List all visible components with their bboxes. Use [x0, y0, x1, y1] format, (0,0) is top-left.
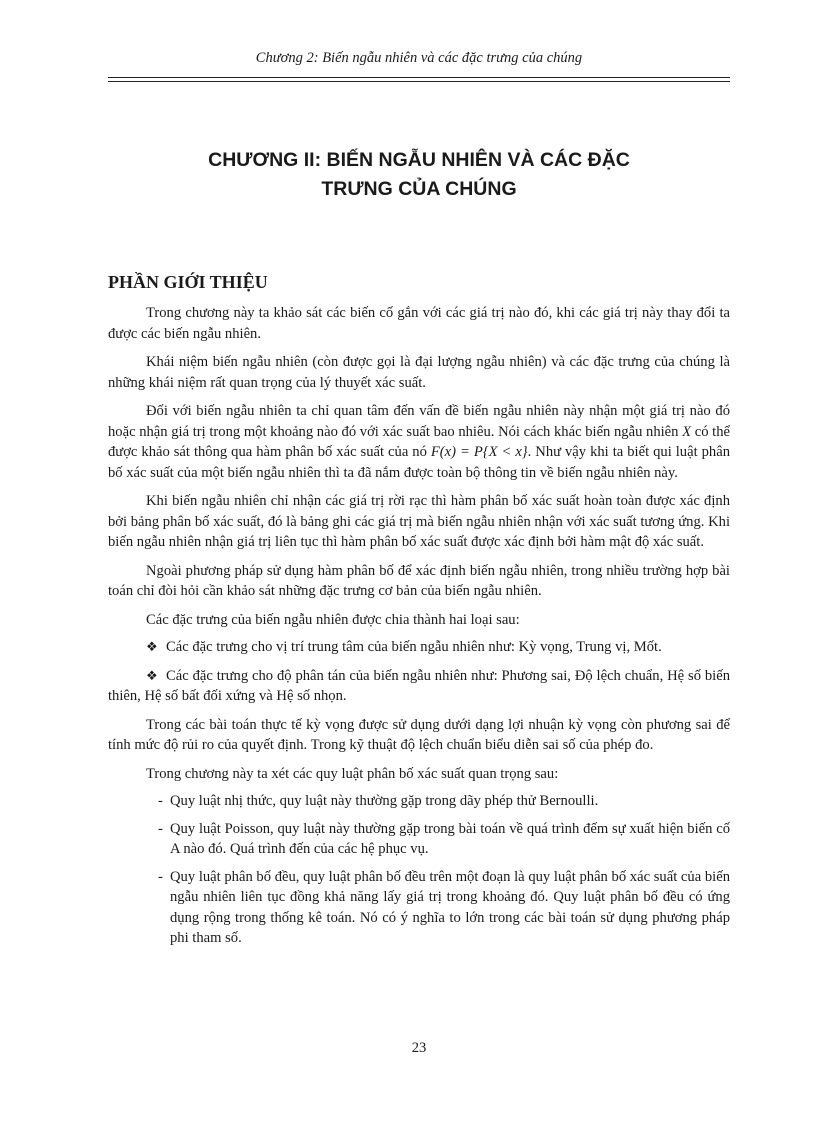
dash-marker: -: [158, 868, 163, 885]
paragraph-2: Khái niệm biến ngẫu nhiên (còn được gọi là đại lượng ngẫu nhiên) và các đặc trưng của chúng là những khái niệm rất quan trọng của lý thuyết xác suất.: [108, 354, 730, 391]
distribution-list: [108, 791, 730, 949]
paragraph-7: Trong các bài toán thực tế kỳ vọng được sử dụng dưới dạng lợi nhuận kỳ vọng còn phương sai để tính mức độ rủi ro của quyết định. Trong kỹ thuật độ lệch chuẩn biểu diễn sai số của phép đo.: [108, 716, 730, 753]
variable-x: X: [682, 423, 692, 440]
bullet-item-2-text: Các đặc trưng cho độ phân tán của biến ngẫu nhiên như: Phương sai, Độ lệch chuẩn, Hệ số biến thiên, Hệ số bất đối xứng và Hệ số nhọn.: [108, 667, 730, 704]
paragraph-1: Trong chương này ta khảo sát các biến cố gắn với các giá trị nào đó, khi các giá trị này thay đổi ta được các biến ngẫu nhiên.: [108, 305, 730, 342]
paragraph-3-part-b: có thể được khảo sát thông qua hàm phân bố xác suất của nó: [108, 423, 730, 460]
dash-marker: -: [158, 793, 163, 809]
chapter-title-line-1: CHƯƠNG II: BIẾN NGẪU NHIÊN VÀ CÁC ĐẶC: [208, 149, 630, 171]
header-rule-thin: [108, 81, 730, 82]
body-text: [108, 303, 730, 956]
list-item: [158, 867, 730, 949]
chapter-title-line-2: TRƯNG CỦA CHÚNG: [321, 178, 517, 200]
section-heading: PHẦN GIỚI THIỆU: [108, 272, 268, 292]
paragraph-4: Khi biến ngẫu nhiên chỉ nhận các giá trị rời rạc thì hàm phân bố xác suất hoàn toàn được xác định bởi bảng phân bố xác suất, đó là bảng ghi các giá trị mà biến ngẫu nhiên nhận với xác suất tương ứng. Khi biến ngẫu nhiên nhận giá trị liên tục thì hàm phân bố xác suất được xác định bởi hàm mật độ xác suất.: [108, 493, 730, 550]
bullet-item-1: [108, 637, 730, 658]
paragraph-6: Các đặc trưng của biến ngẫu nhiên được chia thành hai loại sau:: [146, 611, 520, 628]
bullet-item-2: [108, 666, 730, 707]
diamond-bullet-icon: ❖: [146, 667, 158, 683]
list-item-text: Quy luật phân bố đều, quy luật phân bố đều trên một đoạn là quy luật phân bố xác suất của biến ngẫu nhiên liên tục đồng khả năng lấy giá trị trong khoảng đó. Quy luật phân bố đều có ứng dụng rộng trong thống kê toán. Nó có ý nghĩa to lớn trong các bài toán sử dụng phương pháp phi tham số.: [170, 868, 730, 946]
chapter-title: [108, 146, 730, 204]
page-number: 23: [411, 1040, 427, 1056]
paragraph-3-part-c: . Như vậy khi ta biết qui luật phân bố xác suất của một biến ngẫu nhiên thì ta đã nắm được toàn bộ thông tin về biến ngẫu nhiên này.: [108, 444, 730, 481]
diamond-bullet-icon: ❖: [146, 639, 158, 654]
distribution-formula: F(x) = P{X < x}: [430, 444, 528, 460]
running-header: Chương 2: Biến ngẫu nhiên và các đặc trưng của chúng: [255, 50, 583, 66]
bullet-item-1-text: Các đặc trưng cho vị trí trung tâm của biến ngẫu nhiên như: Kỳ vọng, Trung vị, Mốt.: [166, 639, 662, 655]
paragraph-3-part-a: Đối với biến ngẫu nhiên ta chỉ quan tâm đến vấn đề biến ngẫu nhiên này nhận một giá trị nào đó hoặc nhận giá trị trong một khoảng nào đó với xác suất bao nhiêu. Nói cách khác biến ngẫu nhiên: [108, 403, 730, 440]
paragraph-3: [108, 401, 730, 483]
header-rule-thick: [108, 77, 730, 78]
list-item-text: Quy luật Poisson, quy luật này thường gặp trong bài toán về quá trình đếm sự xuất hiện biến cố A nào đó. Quá trình đến của các hệ phục vụ.: [170, 820, 730, 857]
paragraph-8: Trong chương này ta xét các quy luật phân bố xác suất quan trọng sau:: [146, 765, 559, 782]
list-item: [158, 819, 730, 860]
list-item-text: Quy luật nhị thức, quy luật này thường gặp trong dãy phép thử Bernoulli.: [170, 793, 599, 809]
dash-marker: -: [158, 820, 163, 837]
paragraph-5: Ngoài phương pháp sử dụng hàm phân bố để xác định biến ngẫu nhiên, trong nhiều trường hợp bài toán chỉ đòi hỏi cần khảo sát những đặc trưng cơ bản của biến ngẫu nhiên.: [108, 562, 730, 599]
list-item: [158, 791, 730, 812]
